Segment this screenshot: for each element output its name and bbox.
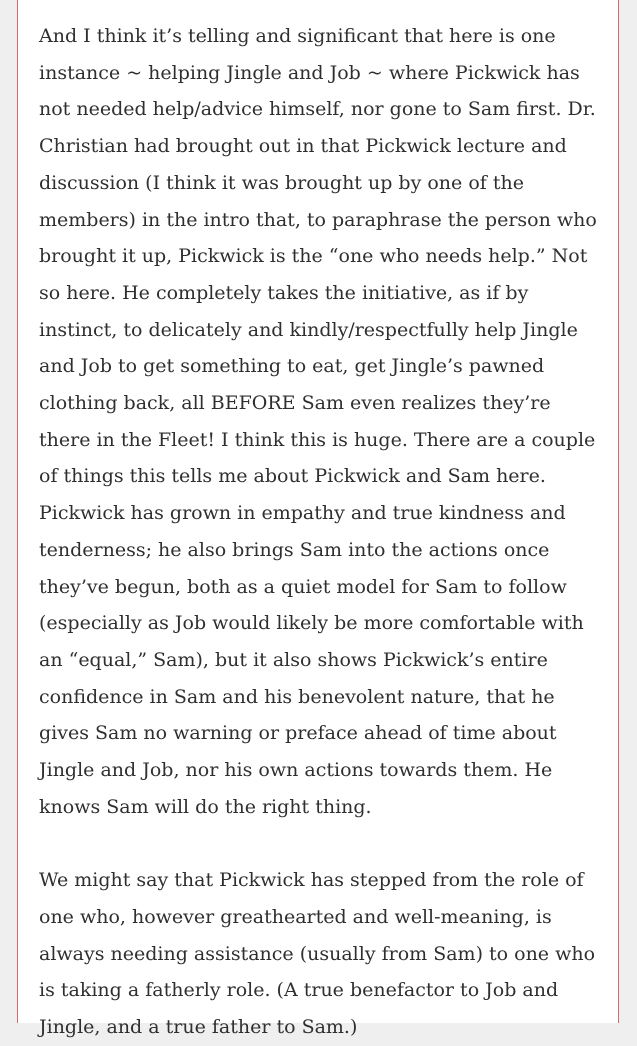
article-paragraph-1: And I think it’s telling and significant that here is one instance ~ helping Jingle and Job ~ where Pickwick has not needed help/advice himself, nor gone to Sam first. Dr. Christian had brought out in that Pickwick lecture and discussion (I think it was brought up by one of the members) in the intro that, to paraphrase the person who brought it up, Pickwick is the “one who needs help.” Not so here. He completely takes the initiative, as if by instinct, to delicately and kindly/respectfully help Jingle and Job to get something to eat, get Jingle’s pawned clothing back, all BEFORE Sam even realizes they’re there in the Fleet! I think this is huge. There are a couple of things this tells me about Pickwick and Sam here. Pickwick has grown in empathy and true kindness and tenderness; he also brings Sam into the actions once they’ve begun, both as a quiet model for Sam to follow (especially as Job would likely be more comfortable with an “equal,” Sam), but it also shows Pickwick’s entire confidence in Sam and his benevolent nature, that he gives Sam no warning or preface ahead of time about Jingle and Job, nor his own actions towards them. He knows Sam will do the right thing.	[39, 25, 597, 818]
article-page	[17, 0, 619, 1038]
article-body	[39, 18, 607, 1046]
article-paragraph-2: We might say that Pickwick has stepped from the role of one who, however greathearted and well-meaning, is always needing assistance (usually from Sam) to one who is taking a fatherly role. (A true benefactor to Job and Jingle, and a true father to Sam.)	[39, 869, 596, 1038]
